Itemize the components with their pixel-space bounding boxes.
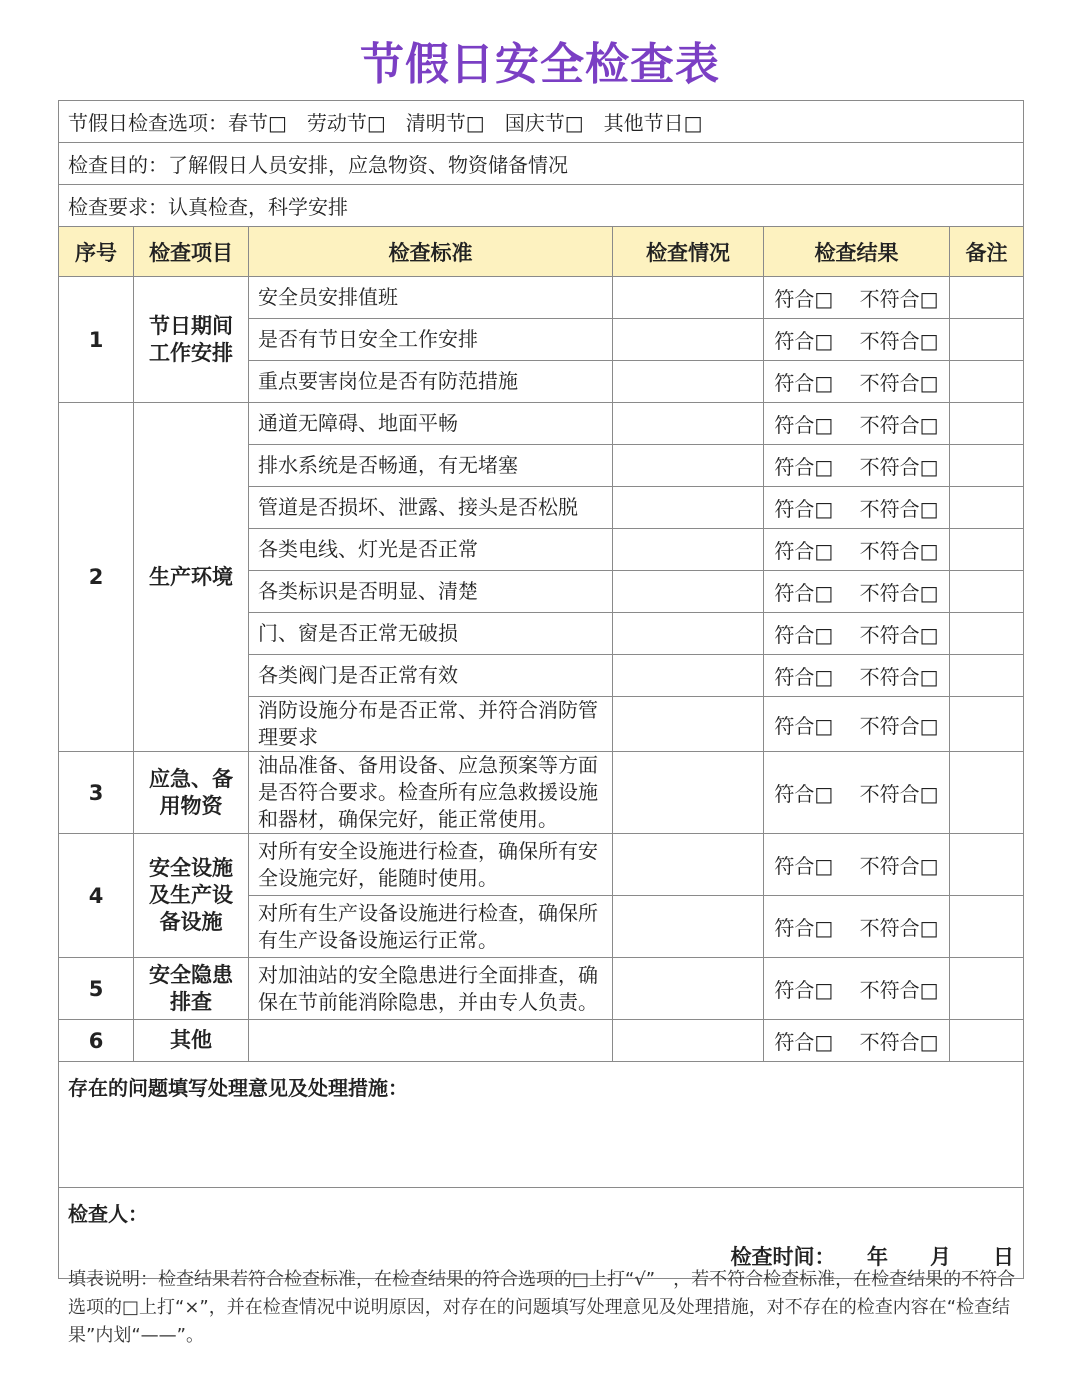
inspector-label: 检查人： bbox=[68, 1202, 148, 1226]
inspection-sheet bbox=[58, 100, 1023, 1279]
situation-cell[interactable] bbox=[613, 403, 764, 445]
check-standard: 各类标识是否明显、清楚 bbox=[249, 571, 613, 613]
sign-section[interactable] bbox=[59, 1188, 1024, 1279]
result-options[interactable]: 符合□ 不符合□ bbox=[764, 655, 950, 697]
result-options[interactable]: 符合□ 不符合□ bbox=[764, 277, 950, 319]
problem-section[interactable] bbox=[59, 1062, 1024, 1188]
check-item: 其他 bbox=[134, 1020, 249, 1062]
check-standard: 重点要害岗位是否有防范措施 bbox=[249, 361, 613, 403]
situation-cell[interactable] bbox=[613, 487, 764, 529]
remark-cell[interactable] bbox=[950, 958, 1024, 1020]
situation-cell[interactable] bbox=[613, 958, 764, 1020]
row-number: 1 bbox=[59, 277, 134, 403]
check-standard: 排水系统是否畅通，有无堵塞 bbox=[249, 445, 613, 487]
situation-cell[interactable] bbox=[613, 571, 764, 613]
situation-cell[interactable] bbox=[613, 1020, 764, 1062]
fill-instructions: 填表说明：检查结果若符合检查标准，在检查结果的符合选项的□上打“√” ，若不符合检查标准，在检查结果的不符合选项的□上打“×”，并在检查情况中说明原因，对存在的问题填写处理意见及处理措施，对不存在的检查内容在“检查结果”内划“——”。 bbox=[68, 1269, 1016, 1346]
check-item: 应急、备用物资 bbox=[134, 752, 249, 834]
situation-cell[interactable] bbox=[613, 896, 764, 958]
result-options[interactable]: 符合□ 不符合□ bbox=[764, 697, 950, 752]
inspection-purpose: 检查目的：了解假日人员安排，应急物资、物资储备情况 bbox=[59, 143, 1024, 185]
header-situation: 检查情况 bbox=[613, 227, 764, 277]
situation-cell[interactable] bbox=[613, 277, 764, 319]
check-standard: 对加油站的安全隐患进行全面排查，确保在节前能消除隐患，并由专人负责。 bbox=[249, 958, 613, 1020]
situation-cell[interactable] bbox=[613, 361, 764, 403]
check-standard: 安全员安排值班 bbox=[249, 277, 613, 319]
remark-cell[interactable] bbox=[950, 896, 1024, 958]
row-number: 4 bbox=[59, 834, 134, 958]
header-remark: 备注 bbox=[950, 227, 1024, 277]
check-standard: 门、窗是否正常无破损 bbox=[249, 613, 613, 655]
check-item: 安全隐患排查 bbox=[134, 958, 249, 1020]
header-item: 检查项目 bbox=[134, 227, 249, 277]
header-no: 序号 bbox=[59, 227, 134, 277]
remark-cell[interactable] bbox=[950, 613, 1024, 655]
remark-cell[interactable] bbox=[950, 655, 1024, 697]
row-number: 3 bbox=[59, 752, 134, 834]
row-number: 6 bbox=[59, 1020, 134, 1062]
remark-cell[interactable] bbox=[950, 277, 1024, 319]
remark-cell[interactable] bbox=[950, 529, 1024, 571]
check-standard: 油品准备、备用设备、应急预案等方面是否符合要求。检查所有应急救援设施和器材，确保完好，能正常使用。 bbox=[249, 752, 613, 834]
check-standard: 对所有安全设施进行检查，确保所有安全设施完好，能随时使用。 bbox=[249, 834, 613, 896]
result-options[interactable]: 符合□ 不符合□ bbox=[764, 1020, 950, 1062]
check-standard: 各类阀门是否正常有效 bbox=[249, 655, 613, 697]
remark-cell[interactable] bbox=[950, 487, 1024, 529]
check-item: 节日期间工作安排 bbox=[134, 277, 249, 403]
situation-cell[interactable] bbox=[613, 445, 764, 487]
result-options[interactable]: 符合□ 不符合□ bbox=[764, 752, 950, 834]
remark-cell[interactable] bbox=[950, 752, 1024, 834]
result-options[interactable]: 符合□ 不符合□ bbox=[764, 571, 950, 613]
check-standard: 对所有生产设备设施进行检查，确保所有生产设备设施运行正常。 bbox=[249, 896, 613, 958]
check-standard: 是否有节日安全工作安排 bbox=[249, 319, 613, 361]
remark-cell[interactable] bbox=[950, 697, 1024, 752]
remark-cell[interactable] bbox=[950, 319, 1024, 361]
row-number: 2 bbox=[59, 403, 134, 752]
situation-cell[interactable] bbox=[613, 319, 764, 361]
problem-label: 存在的问题填写处理意见及处理措施： bbox=[68, 1076, 408, 1100]
remark-cell[interactable] bbox=[950, 834, 1024, 896]
situation-cell[interactable] bbox=[613, 834, 764, 896]
result-options[interactable]: 符合□ 不符合□ bbox=[764, 834, 950, 896]
check-standard[interactable] bbox=[249, 1020, 613, 1062]
holiday-options: 节假日检查选项：春节□ 劳动节□ 清明节□ 国庆节□ 其他节日□ bbox=[59, 101, 1024, 143]
situation-cell[interactable] bbox=[613, 752, 764, 834]
row-number: 5 bbox=[59, 958, 134, 1020]
result-options[interactable]: 符合□ 不符合□ bbox=[764, 487, 950, 529]
check-item: 安全设施及生产设备设施 bbox=[134, 834, 249, 958]
inspection-requirement: 检查要求：认真检查，科学安排 bbox=[59, 185, 1024, 227]
check-standard: 各类电线、灯光是否正常 bbox=[249, 529, 613, 571]
check-standard: 管道是否损坏、泄露、接头是否松脱 bbox=[249, 487, 613, 529]
remark-cell[interactable] bbox=[950, 361, 1024, 403]
remark-cell[interactable] bbox=[950, 1020, 1024, 1062]
result-options[interactable]: 符合□ 不符合□ bbox=[764, 896, 950, 958]
result-options[interactable]: 符合□ 不符合□ bbox=[764, 403, 950, 445]
page-title: 节假日安全检查表 bbox=[360, 39, 720, 90]
header-standard: 检查标准 bbox=[249, 227, 613, 277]
situation-cell[interactable] bbox=[613, 655, 764, 697]
result-options[interactable]: 符合□ 不符合□ bbox=[764, 958, 950, 1020]
remark-cell[interactable] bbox=[950, 403, 1024, 445]
result-options[interactable]: 符合□ 不符合□ bbox=[764, 613, 950, 655]
result-options[interactable]: 符合□ 不符合□ bbox=[764, 445, 950, 487]
result-options[interactable]: 符合□ 不符合□ bbox=[764, 529, 950, 571]
situation-cell[interactable] bbox=[613, 613, 764, 655]
check-item: 生产环境 bbox=[134, 403, 249, 752]
inspection-time-label: 检查时间： 年 月 日 bbox=[730, 1245, 1015, 1269]
result-options[interactable]: 符合□ 不符合□ bbox=[764, 319, 950, 361]
situation-cell[interactable] bbox=[613, 529, 764, 571]
check-standard: 消防设施分布是否正常、并符合消防管理要求 bbox=[249, 697, 613, 752]
check-standard: 通道无障碍、地面平畅 bbox=[249, 403, 613, 445]
remark-cell[interactable] bbox=[950, 571, 1024, 613]
remark-cell[interactable] bbox=[950, 445, 1024, 487]
header-result: 检查结果 bbox=[764, 227, 950, 277]
situation-cell[interactable] bbox=[613, 697, 764, 752]
result-options[interactable]: 符合□ 不符合□ bbox=[764, 361, 950, 403]
